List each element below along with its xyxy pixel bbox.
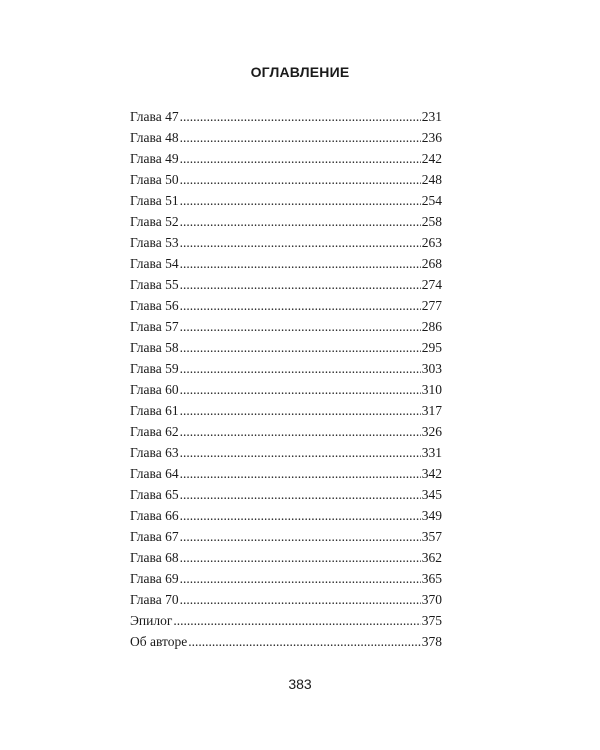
toc-entry-page: 370 — [421, 592, 442, 607]
toc-entry-label: Глава 55 — [130, 277, 179, 292]
toc-entry-page: 248 — [421, 172, 442, 187]
toc-entry — [130, 526, 442, 547]
toc-title: ОГЛАВЛЕНИЕ — [250, 64, 350, 80]
toc-entry-page: 362 — [421, 550, 442, 565]
toc-dot-leader — [180, 127, 421, 148]
toc-entry — [130, 547, 442, 568]
toc-dot-leader — [180, 589, 421, 610]
toc-entry-label: Об авторе — [130, 634, 188, 649]
toc-dot-leader — [180, 421, 421, 442]
toc-dot-leader — [180, 400, 421, 421]
toc-dot-leader — [180, 190, 421, 211]
toc-entry — [130, 295, 442, 316]
toc-entry-label: Глава 52 — [130, 214, 179, 229]
toc-entry — [130, 232, 442, 253]
toc-entry-label: Глава 67 — [130, 529, 179, 544]
toc-dot-leader — [180, 148, 421, 169]
toc-dot-leader — [180, 463, 421, 484]
toc-entry — [130, 274, 442, 295]
toc-entry-label: Глава 69 — [130, 571, 179, 586]
toc-entry-page: 231 — [421, 109, 442, 124]
toc-entry-label: Глава 50 — [130, 172, 179, 187]
toc-entry-label: Глава 65 — [130, 487, 179, 502]
toc-entry-label: Глава 57 — [130, 319, 179, 334]
toc-dot-leader — [180, 379, 421, 400]
page-number: 383 — [288, 676, 312, 692]
toc-dot-leader — [180, 568, 421, 589]
toc-entry-page: 317 — [421, 403, 442, 418]
toc-dot-leader — [180, 274, 421, 295]
toc-dot-leader — [180, 316, 421, 337]
toc-entry — [130, 253, 442, 274]
toc-entry-label: Глава 49 — [130, 151, 179, 166]
toc-entry — [130, 505, 442, 526]
toc-entry-page: 258 — [421, 214, 442, 229]
toc-entry-label: Глава 47 — [130, 109, 179, 124]
toc-entry — [130, 610, 442, 631]
toc-entry-label: Глава 66 — [130, 508, 179, 523]
toc-entry — [130, 400, 442, 421]
toc-dot-leader — [180, 211, 421, 232]
toc-dot-leader — [180, 337, 421, 358]
toc-entry-page: 357 — [421, 529, 442, 544]
toc-entry-label: Глава 62 — [130, 424, 179, 439]
toc-entry-label: Глава 48 — [130, 130, 179, 145]
toc-entry — [130, 484, 442, 505]
toc-entry — [130, 337, 442, 358]
toc-entry-label: Глава 64 — [130, 466, 179, 481]
toc-entry-page: 310 — [421, 382, 442, 397]
toc-entry-page: 263 — [421, 235, 442, 250]
toc-entry — [130, 358, 442, 379]
toc-entry-page: 295 — [421, 340, 442, 355]
toc-entry-page: 326 — [421, 424, 442, 439]
toc-entry — [130, 316, 442, 337]
toc-entry-page: 277 — [421, 298, 442, 313]
toc-entry — [130, 463, 442, 484]
toc-dot-leader — [180, 442, 421, 463]
toc-dot-leader — [180, 484, 421, 505]
toc-dot-leader — [180, 232, 421, 253]
toc-entry — [130, 568, 442, 589]
toc-entry — [130, 631, 442, 652]
toc-entry — [130, 106, 442, 127]
toc-entry-page: 242 — [421, 151, 442, 166]
toc-dot-leader — [180, 547, 421, 568]
toc-entry-label: Глава 68 — [130, 550, 179, 565]
toc-entry-label: Глава 54 — [130, 256, 179, 271]
toc-entry — [130, 190, 442, 211]
toc-entry-label: Глава 51 — [130, 193, 179, 208]
toc-entry — [130, 148, 442, 169]
toc-entry — [130, 589, 442, 610]
toc-dot-leader — [180, 106, 421, 127]
toc-entry-label: Глава 60 — [130, 382, 179, 397]
toc-dot-leader — [180, 358, 421, 379]
toc-entry-label: Глава 70 — [130, 592, 179, 607]
toc-entry-page: 286 — [421, 319, 442, 334]
toc-entry-page: 375 — [421, 613, 442, 628]
toc-entry-label: Глава 56 — [130, 298, 179, 313]
toc-entry-page: 349 — [421, 508, 442, 523]
toc-entry-page: 378 — [421, 634, 442, 649]
toc-entry — [130, 169, 442, 190]
toc-dot-leader — [180, 253, 421, 274]
toc-entry — [130, 127, 442, 148]
toc-entry-label: Глава 63 — [130, 445, 179, 460]
toc-dot-leader — [180, 505, 421, 526]
toc-entry-page: 268 — [421, 256, 442, 271]
toc-entry-page: 331 — [421, 445, 442, 460]
toc-entry — [130, 442, 442, 463]
toc-entry-page: 342 — [421, 466, 442, 481]
toc-entry — [130, 421, 442, 442]
toc-dot-leader — [180, 169, 421, 190]
toc-entry — [130, 379, 442, 400]
toc-entry-page: 274 — [421, 277, 442, 292]
toc-dot-leader — [188, 631, 421, 652]
toc-entry-label: Глава 53 — [130, 235, 179, 250]
toc-entry — [130, 211, 442, 232]
toc-dot-leader — [180, 295, 421, 316]
toc-dot-leader — [173, 610, 420, 631]
toc-entry-page: 254 — [421, 193, 442, 208]
toc-entry-label: Глава 61 — [130, 403, 179, 418]
toc-dot-leader — [180, 526, 421, 547]
toc-entry-label: Глава 59 — [130, 361, 179, 376]
toc-list — [130, 106, 442, 652]
toc-entry-page: 345 — [421, 487, 442, 502]
toc-entry-label: Глава 58 — [130, 340, 179, 355]
toc-entry-page: 236 — [421, 130, 442, 145]
toc-entry-page: 365 — [421, 571, 442, 586]
toc-entry-label: Эпилог — [130, 613, 173, 628]
toc-entry-page: 303 — [421, 361, 442, 376]
